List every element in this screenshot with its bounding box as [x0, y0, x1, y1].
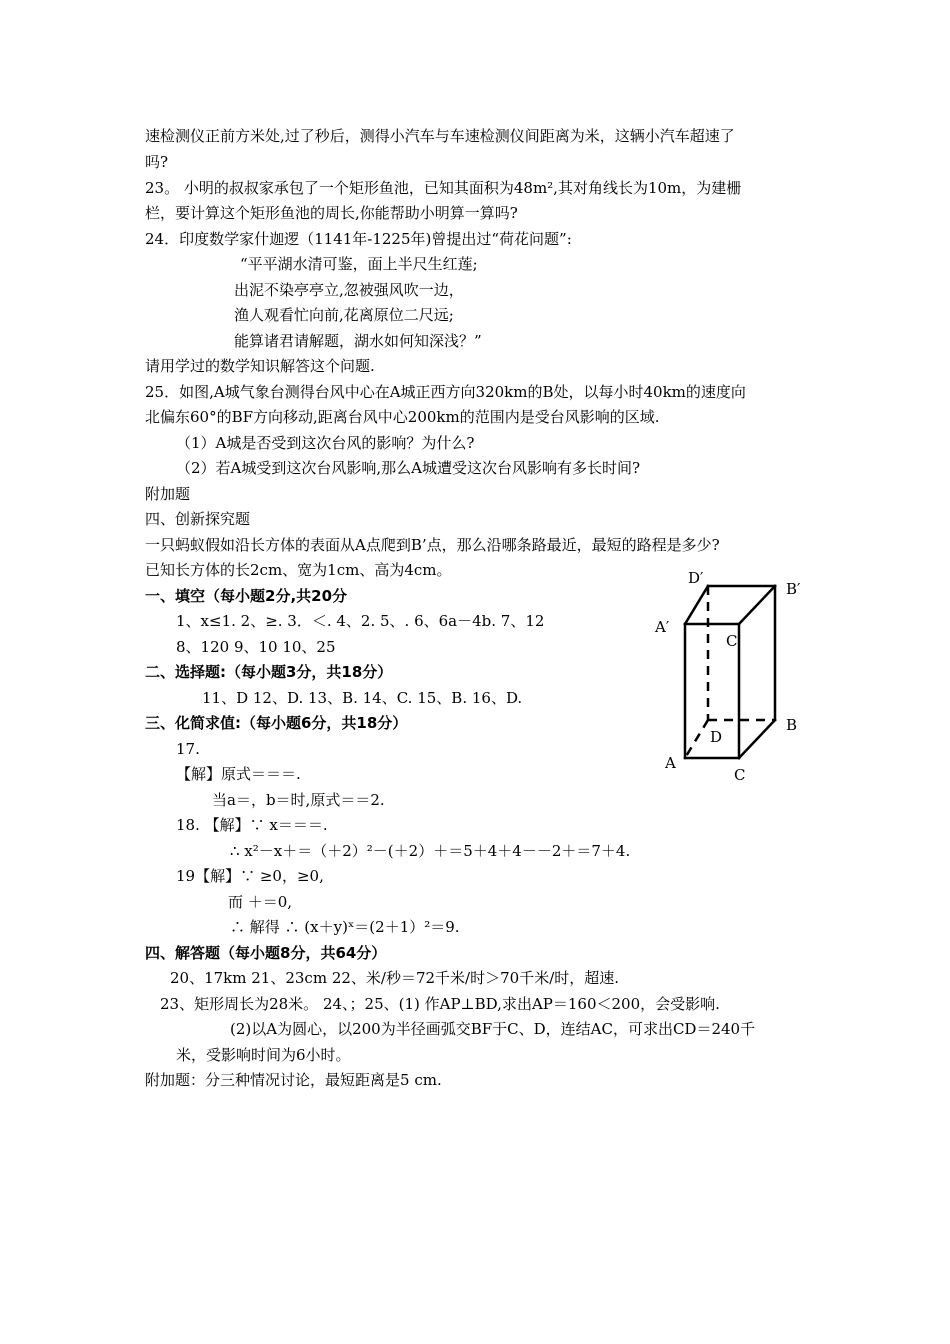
answer-heading: 一、填空（每小题2分,共20分: [145, 587, 348, 605]
answer-line: 23、矩形周长为28米。 24、；25、(1) 作AP⊥BD,求出AP＝160＜200，会受影响.: [160, 995, 720, 1013]
text-line: 已知长方体的长2cm、宽为1cm、高为4cm。: [145, 561, 452, 579]
text-line: 速检测仪正前方米处,过了秒后，测得小汽车与车速检测仪间距离为米，这辆小汽车超速了: [145, 127, 735, 145]
section-heading: 附加题: [145, 485, 191, 503]
text-line: 24．印度数学家什迦逻（1141年-1225年)曾提出过“荷花问题”:: [145, 230, 572, 248]
hidden-edge-left-bottom: [685, 720, 708, 758]
poem-line: 渔人观看忙向前,花离原位二尺远;: [234, 306, 454, 324]
label-c: C: [734, 766, 746, 784]
answer-line: 19【解】∵ ≥0，≥0,: [176, 867, 324, 885]
answer-line: 【解】原式＝＝＝.: [176, 765, 301, 783]
answer-line: (2)以A为圆心，以200为半径画弧交BF于C、D，连结AC，可求出CD＝240千: [230, 1020, 756, 1038]
label-a-prime: A′: [655, 618, 670, 636]
answer-line: ∴ x²－x＋＝（＋2）²－(＋2）＋＝5＋4＋4－－2＋＝7＋4.: [230, 842, 631, 860]
label-d-prime: D′: [688, 569, 704, 587]
text-line: （1）A城是否受到这次台风的影响？为什么?: [176, 434, 475, 452]
answer-line: 而 ＋＝0,: [228, 893, 293, 911]
text-line: 请用学过的数学知识解答这个问题.: [145, 357, 375, 375]
text-line: （2）若A城受到这次台风影响,那么A城遭受这次台风影响有多长时间?: [176, 459, 641, 477]
answer-line: 1、x≤1. 2、≥. 3．＜. 4、2. 5、. 6、6a－4b. 7、12: [176, 612, 545, 630]
poem-line: 能算诸君请解题，湖水如何知深浅？”: [234, 332, 482, 350]
answer-line: ∴ 解得 ∴ (x＋y)ˣ＝(2＋1）²＝9.: [230, 918, 460, 936]
edge-bottom-right: [739, 720, 775, 758]
answer-heading: 二、选择题:（每小题3分，共18分）: [145, 663, 393, 681]
answer-line: 11、D 12、D. 13、B. 14、C. 15、B. 16、D.: [202, 689, 523, 707]
cuboid-figure: [650, 562, 820, 792]
answer-heading: 三、化简求值:（每小题6分，共18分）: [145, 714, 408, 732]
text-line: 23。 小明的叔叔家承包了一个矩形鱼池，已知其面积为48m²,其对角线长为10m，为建栅: [145, 179, 742, 197]
edge-top-right: [739, 586, 775, 624]
answer-heading: 四、解答题（每小题8分，共64分）: [145, 944, 387, 962]
label-a: A: [665, 754, 676, 772]
poem-line: “平平湖水清可鉴，面上半尺生红莲;: [240, 255, 478, 273]
edge-top-left: [685, 586, 708, 624]
text-line: 25．如图,A城气象台测得台风中心在A城正西方向320km的B处，以每小时40km的速度向: [145, 383, 746, 401]
label-d: D: [710, 728, 723, 746]
label-b: B: [786, 716, 798, 734]
answer-line: 米，受影响时间为6小时。: [176, 1046, 351, 1064]
answer-line: 18. 【解】∵ x＝＝＝.: [176, 816, 328, 834]
text-line: 一只蚂蚁假如沿长方体的表面从A点爬到B’点，那么沿哪条路最近，最短的路程是多少?: [145, 536, 720, 554]
text-line: 吗?: [145, 153, 169, 171]
label-c-prime: C′: [726, 632, 741, 650]
label-b-prime: B′: [786, 580, 801, 598]
answer-line: 当a＝，b＝时,原式＝＝2.: [212, 791, 385, 809]
poem-line: 出泥不染亭亭立,忽被强风吹一边，: [234, 281, 464, 299]
answer-line: 8、120 9、10 10、25: [176, 638, 336, 656]
text-line: 栏，要计算这个矩形鱼池的周长,你能帮助小明算一算吗?: [145, 204, 518, 222]
answer-line: 附加题：分三种情况讨论，最短距离是5 cm.: [145, 1071, 442, 1089]
section-heading: 四、创新探究题: [145, 510, 251, 528]
answer-line: 17.: [176, 740, 200, 758]
text-line: 北偏东60°的BF方向移动,距离台风中心200km的范围内是受台风影响的区域.: [145, 408, 660, 426]
answer-line: 20、17km 21、23cm 22、米/秒＝72千米/时＞70千米/时，超速.: [170, 969, 620, 987]
